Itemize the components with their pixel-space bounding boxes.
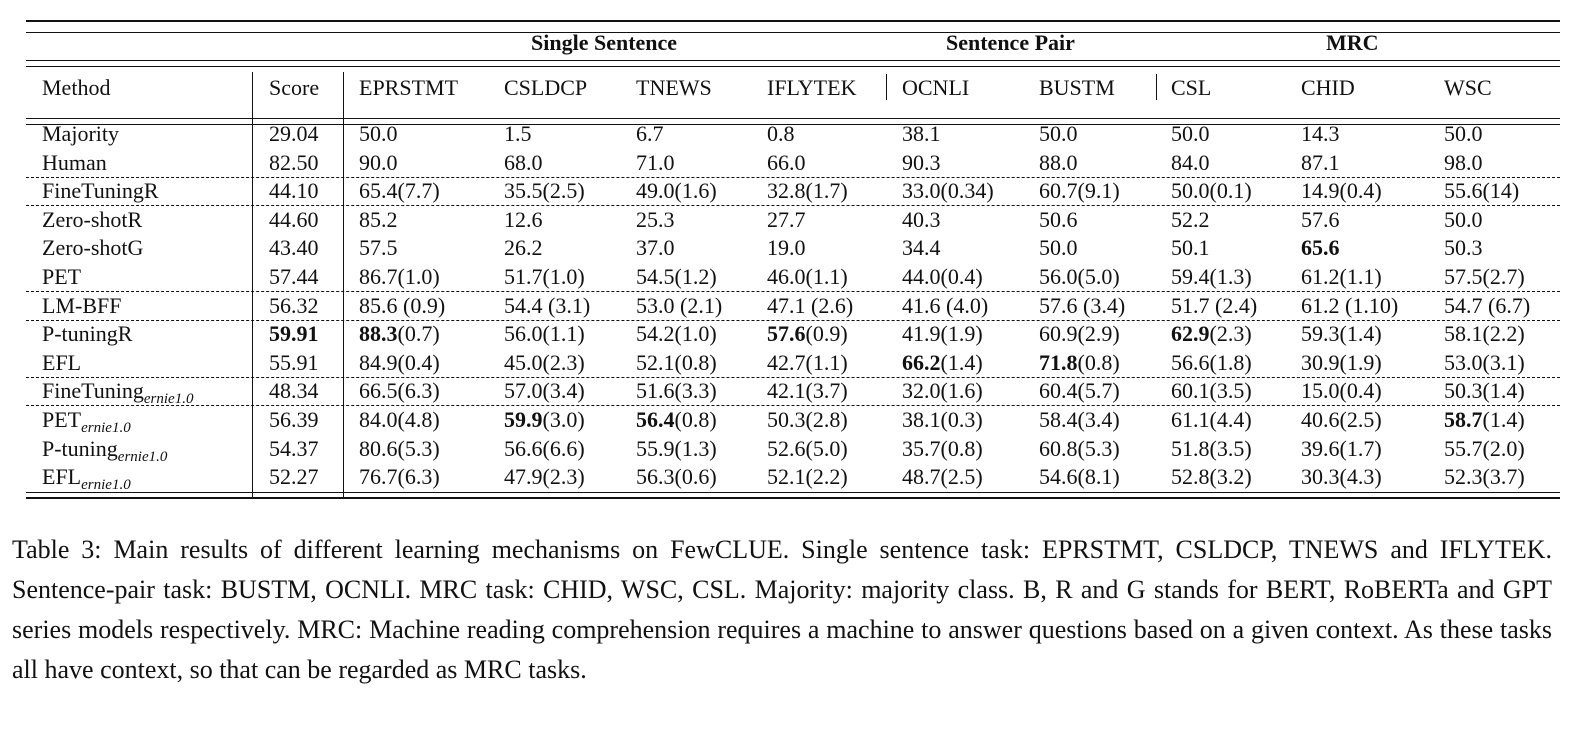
cell-eprstmt: 85.2 — [359, 206, 398, 232]
cell-eprstmt: 88.3(0.7) — [359, 321, 440, 347]
cell-method: $PET_{ernie1.0}$ — [42, 407, 131, 436]
cell-score: 56.39 — [269, 407, 319, 432]
cell-eprstmt: 76.7(6.3) — [359, 464, 440, 490]
cell-method: Majority — [42, 121, 119, 146]
group-sentence-pair: Sentence Pair — [946, 30, 1075, 55]
cell-csldcp: 45.0(2.3) — [504, 349, 585, 375]
cell-csl: 51.7 (2.4) — [1171, 292, 1258, 318]
header-iflytek: IFLYTEK — [767, 75, 857, 100]
cell-csldcp: 26.2 — [504, 235, 543, 261]
cell-bustm: 58.4(3.4) — [1039, 407, 1120, 432]
cell-score: 52.27 — [269, 464, 319, 490]
cell-csl: 52.8(3.2) — [1171, 464, 1252, 490]
cell-ocnli: 41.9(1.9) — [902, 321, 983, 347]
cell-score: 82.50 — [269, 149, 319, 175]
table-row — [26, 120, 1560, 148]
cell-csl: 59.4(1.3) — [1171, 264, 1252, 289]
cell-bustm: 60.8(5.3) — [1039, 435, 1120, 461]
cell-score: 29.04 — [269, 121, 319, 146]
cell-method: PET — [42, 264, 82, 289]
cell-method: Zero-shotR — [42, 206, 143, 232]
cell-csl: 84.0 — [1171, 149, 1210, 175]
cell-csl: 50.0 — [1171, 121, 1210, 146]
cell-csl: 60.1(3.5) — [1171, 378, 1252, 404]
cell-csl: 51.8(3.5) — [1171, 435, 1252, 461]
cell-ocnli: 38.1 — [902, 121, 941, 146]
cell-score: 59.91 — [269, 321, 319, 347]
cell-eprstmt: 86.7(1.0) — [359, 264, 440, 289]
cell-wsc: 55.7(2.0) — [1444, 435, 1525, 461]
cell-csldcp: 59.9(3.0) — [504, 407, 585, 432]
cell-tnews: 37.0 — [636, 235, 675, 261]
cell-csl: 52.2 — [1171, 206, 1210, 232]
cell-ocnli: 44.0(0.4) — [902, 264, 983, 289]
cell-bustm: 71.8(0.8) — [1039, 349, 1120, 375]
group-mrc: MRC — [1326, 30, 1379, 55]
cell-chid: 59.3(1.4) — [1301, 321, 1382, 347]
cell-csldcp: 57.0(3.4) — [504, 378, 585, 404]
cell-bustm: 50.0 — [1039, 121, 1078, 146]
cell-ocnli: 66.2(1.4) — [902, 349, 983, 375]
vline-mrc — [1156, 74, 1157, 100]
cell-iflytek: 66.0 — [767, 149, 806, 175]
cell-chid: 40.6(2.5) — [1301, 407, 1382, 432]
cell-score: 44.60 — [269, 206, 319, 232]
group-rule-1 — [26, 60, 1560, 61]
cell-method: P-tuning$_{ernie1.0}$ — [42, 435, 168, 465]
cell-ocnli: 38.1(0.3) — [902, 407, 983, 432]
cell-bustm: 54.6(8.1) — [1039, 464, 1120, 490]
header-csl: CSL — [1171, 75, 1212, 100]
cell-method: FineTuning$_{ernie1.0}$ — [42, 378, 194, 408]
table-row — [26, 349, 1560, 378]
cell-wsc: 52.3(3.7) — [1444, 464, 1525, 490]
cell-iflytek: 0.8 — [767, 121, 795, 146]
cell-csldcp: 51.7(1.0) — [504, 264, 585, 289]
cell-csldcp: 56.6(6.6) — [504, 435, 585, 461]
cell-csldcp: 1.5 — [504, 121, 532, 146]
cell-wsc: 50.3(1.4) — [1444, 378, 1525, 404]
cell-iflytek: 47.1 (2.6) — [767, 292, 854, 318]
cell-eprstmt: 84.0(4.8) — [359, 407, 440, 432]
cell-chid: 57.6 — [1301, 206, 1340, 232]
header-tnews: TNEWS — [636, 75, 712, 100]
cell-eprstmt: 66.5(6.3) — [359, 378, 440, 404]
header-score: Score — [269, 75, 320, 100]
cell-tnews: 51.6(3.3) — [636, 378, 717, 404]
top-rule — [26, 20, 1560, 22]
cell-wsc: 50.3 — [1444, 235, 1483, 261]
cell-ocnli: 41.6 (4.0) — [902, 292, 989, 318]
cell-score: 55.91 — [269, 349, 319, 375]
cell-eprstmt: 57.5 — [359, 235, 398, 261]
cell-chid: 30.3(4.3) — [1301, 464, 1382, 490]
cell-wsc: 98.0 — [1444, 149, 1483, 175]
cell-tnews: 52.1(0.8) — [636, 349, 717, 375]
cell-eprstmt: 85.6 (0.9) — [359, 292, 446, 318]
cell-wsc: 50.0 — [1444, 206, 1483, 232]
cell-method: FineTuningR — [42, 178, 159, 204]
cell-eprstmt: 80.6(5.3) — [359, 435, 440, 461]
cell-tnews: 53.0 (2.1) — [636, 292, 723, 318]
table-row — [26, 206, 1560, 234]
cell-iflytek: 46.0(1.1) — [767, 264, 848, 289]
cell-csldcp: 47.9(2.3) — [504, 464, 585, 490]
cell-chid: 39.6(1.7) — [1301, 435, 1382, 461]
cell-chid: 14.3 — [1301, 121, 1340, 146]
table-row — [26, 435, 1560, 463]
cell-tnews: 25.3 — [636, 206, 675, 232]
header-eprstmt: EPRSTMT — [359, 75, 459, 100]
cell-method: Human — [42, 149, 107, 175]
cell-method: LM-BFF — [42, 292, 122, 318]
cell-csl: 50.0(0.1) — [1171, 178, 1252, 204]
header-ocnli: OCNLI — [902, 75, 970, 100]
cell-bustm: 50.6 — [1039, 206, 1078, 232]
cell-chid: 87.1 — [1301, 149, 1340, 175]
cell-score: 43.40 — [269, 235, 319, 261]
cell-method: P-tuningR — [42, 321, 133, 347]
header-rule-1 — [26, 118, 1560, 119]
cell-csl: 56.6(1.8) — [1171, 349, 1252, 375]
bottom-rule-1 — [26, 492, 1560, 493]
cell-wsc: 54.7 (6.7) — [1444, 292, 1531, 318]
cell-csl: 50.1 — [1171, 235, 1210, 261]
cell-ocnli: 90.3 — [902, 149, 941, 175]
cell-eprstmt: 50.0 — [359, 121, 398, 146]
cell-iflytek: 50.3(2.8) — [767, 407, 848, 432]
cell-ocnli: 34.4 — [902, 235, 941, 261]
cell-method: EFL — [42, 349, 82, 375]
cell-csldcp: 68.0 — [504, 149, 543, 175]
cell-score: 54.37 — [269, 435, 319, 461]
cell-wsc: 57.5(2.7) — [1444, 264, 1525, 289]
cell-csldcp: 54.4 (3.1) — [504, 292, 591, 318]
cell-wsc: 50.0 — [1444, 121, 1483, 146]
group-rule-2 — [26, 66, 1560, 67]
cell-eprstmt: 84.9(0.4) — [359, 349, 440, 375]
cell-csl: 62.9(2.3) — [1171, 321, 1252, 347]
cell-iflytek: 52.6(5.0) — [767, 435, 848, 461]
cell-iflytek: 57.6(0.9) — [767, 321, 848, 347]
cell-bustm: 56.0(5.0) — [1039, 264, 1120, 289]
cell-chid: 15.0(0.4) — [1301, 378, 1382, 404]
vline-pair — [886, 74, 887, 100]
header-bustm: BUSTM — [1039, 75, 1115, 100]
cell-bustm: 60.7(9.1) — [1039, 178, 1120, 204]
cell-ocnli: 33.0(0.34) — [902, 178, 994, 204]
bottom-rule-2 — [26, 497, 1560, 499]
header-csldcp: CSLDCP — [504, 75, 588, 100]
header-wsc: WSC — [1444, 75, 1492, 100]
cell-wsc: 58.1(2.2) — [1444, 321, 1525, 347]
group-single-sentence: Single Sentence — [531, 30, 678, 55]
cell-csldcp: 35.5(2.5) — [504, 178, 585, 204]
cell-bustm: 50.0 — [1039, 235, 1078, 261]
cell-tnews: 56.4(0.8) — [636, 407, 717, 432]
cell-tnews: 54.2(1.0) — [636, 321, 717, 347]
cell-tnews: 6.7 — [636, 121, 664, 146]
table-row — [26, 406, 1560, 434]
cell-ocnli: 48.7(2.5) — [902, 464, 983, 490]
table-row — [26, 463, 1560, 494]
cell-iflytek: 42.1(3.7) — [767, 378, 848, 404]
cell-chid: 61.2 (1.10) — [1301, 292, 1399, 318]
cell-score: 57.44 — [269, 264, 319, 289]
cell-csl: 61.1(4.4) — [1171, 407, 1252, 432]
cell-method: $EFL_{ernie1.0}$ — [42, 464, 131, 494]
cell-chid: 30.9(1.9) — [1301, 349, 1382, 375]
cell-eprstmt: 90.0 — [359, 149, 398, 175]
cell-bustm: 60.9(2.9) — [1039, 321, 1120, 347]
table-row — [26, 234, 1560, 262]
table-row — [26, 320, 1560, 348]
table-caption: Table 3: Main results of different learning mechanisms on FewCLUE. Single sentence task: EPRSTMT, CSLDCP, TNEWS and IFLYTEK. Sentence-pair task: BUSTM, OCNLI. MRC task: CHID, WSC, CSL. Majority: majority class. B, R and G stands for BERT, RoBERTa and GPT series models respectively. MRC: Machine reading comprehension requires a machine to answer questions based on a given context. As these tasks all have context, so that can be regarded as MRC tasks. — [12, 535, 1552, 684]
cell-tnews: 54.5(1.2) — [636, 264, 717, 289]
cell-iflytek: 32.8(1.7) — [767, 178, 848, 204]
cell-wsc: 55.6(14) — [1444, 178, 1520, 204]
cell-wsc: 58.7(1.4) — [1444, 407, 1525, 432]
cell-score: 56.32 — [269, 292, 319, 318]
cell-ocnli: 32.0(1.6) — [902, 378, 983, 404]
cell-score: 48.34 — [269, 378, 319, 404]
cell-ocnli: 40.3 — [902, 206, 941, 232]
table-row — [26, 263, 1560, 292]
cell-bustm: 88.0 — [1039, 149, 1078, 175]
cell-csldcp: 56.0(1.1) — [504, 321, 585, 347]
cell-score: 44.10 — [269, 178, 319, 204]
table-row — [26, 177, 1560, 206]
cell-iflytek: 19.0 — [767, 235, 806, 261]
table-row — [26, 149, 1560, 178]
table-row — [26, 377, 1560, 406]
header-chid: CHID — [1301, 75, 1355, 100]
cell-tnews: 71.0 — [636, 149, 675, 175]
cell-iflytek: 52.1(2.2) — [767, 464, 848, 490]
cell-bustm: 57.6 (3.4) — [1039, 292, 1126, 318]
cell-tnews: 55.9(1.3) — [636, 435, 717, 461]
cell-iflytek: 27.7 — [767, 206, 806, 232]
cell-wsc: 53.0(3.1) — [1444, 349, 1525, 375]
cell-tnews: 56.3(0.6) — [636, 464, 717, 490]
cell-eprstmt: 65.4(7.7) — [359, 178, 440, 204]
header-method: Method — [42, 75, 111, 100]
cell-method: Zero-shotG — [42, 235, 144, 261]
cell-tnews: 49.0(1.6) — [636, 178, 717, 204]
table-row — [26, 292, 1560, 321]
cell-csldcp: 12.6 — [504, 206, 543, 232]
cell-ocnli: 35.7(0.8) — [902, 435, 983, 461]
cell-iflytek: 42.7(1.1) — [767, 349, 848, 375]
cell-bustm: 60.4(5.7) — [1039, 378, 1120, 404]
cell-chid: 61.2(1.1) — [1301, 264, 1382, 289]
cell-chid: 65.6 — [1301, 235, 1340, 261]
cell-chid: 14.9(0.4) — [1301, 178, 1382, 204]
